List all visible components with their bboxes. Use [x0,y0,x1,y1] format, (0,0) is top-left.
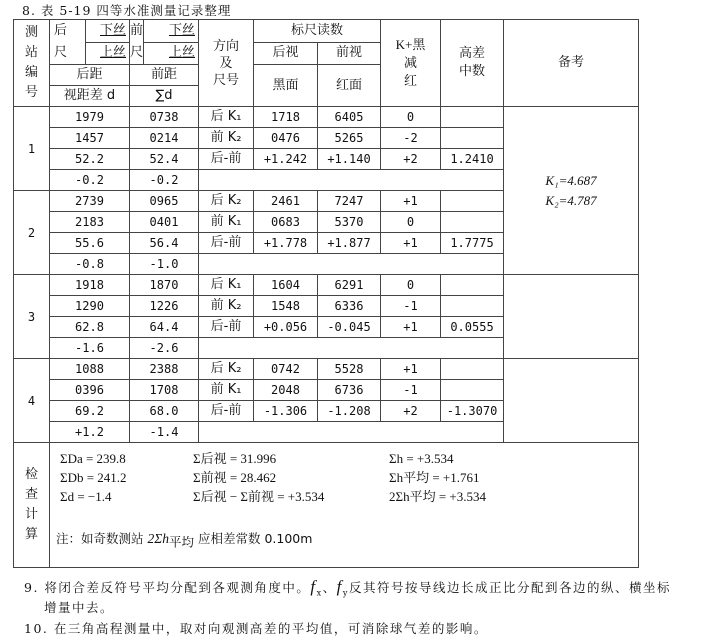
cell-black: 0476 [254,128,318,149]
station-number: 3 [14,275,50,359]
cell-back: 2183 [50,212,130,233]
cell-fore: 64.4 [130,317,199,338]
cell-black: 1548 [254,296,318,317]
cell-fore: 2388 [130,359,199,380]
cell-red: -1.208 [318,401,381,422]
cell-red: 6336 [318,296,381,317]
cell-back: 1918 [50,275,130,296]
check-note: 注：如奇数测站 $2\Sigma h_{平均}$ 应相差常数 0.100m [56,531,313,550]
cell-back: 1979 [50,107,130,128]
cell-red: 6405 [318,107,381,128]
cell-back: 52.2 [50,149,130,170]
cell-black: 1718 [254,107,318,128]
paragraph-9-line1: 9. 将闭合差反符号平均分配到各观测角度中。$f_x$、$f_y$反其符号按导线边长成正比分配到各边的纵、横坐标 [24,577,671,598]
check-computation [50,443,639,568]
dist-diff-header: 视距差 d [50,86,130,107]
cell-back: 1088 [50,359,130,380]
check-col-height-sums: Σh = +3.534 Σh平均 = +1.761 2Σh平均 = +3.534 [389,451,486,504]
cell-mean [441,380,504,401]
cell-fore: 1226 [130,296,199,317]
backsight-header: 后视 [254,42,318,65]
check-col-sight-sums: Σ后视 = 31.996 Σ前视 = 28.462 Σ后视 − Σ前视 = +3.534 [193,451,325,504]
cell-mean [441,128,504,149]
check-col-distances: ΣDa = 239.8 ΣDb = 241.2 Σd = −1.4 [60,451,127,504]
cell-mean [441,359,504,380]
cell-k: +1 [381,233,441,254]
cell-black: +1.242 [254,149,318,170]
k-black-red-header: K+黑 减 红 [381,20,441,107]
cell-k: 0 [381,212,441,233]
rod-readings-header: 标尺读数 [254,20,381,43]
k1-constant: K₁=4.687 [545,172,597,188]
cell-black: -1.306 [254,401,318,422]
cell-back: 69.2 [50,401,130,422]
cell-direction: 后-前 [199,233,254,254]
paragraph-9-line2: 增量中去。 [44,600,115,615]
cell-black: 0742 [254,359,318,380]
cell-dist-diff: -0.8 [50,254,130,275]
cell-fore: 1870 [130,275,199,296]
remarks-header: 备考 [504,20,639,107]
cell-sum-d: -1.0 [130,254,199,275]
fore-lower-wire-header: 下丝 [144,20,199,43]
cell-mean [441,296,504,317]
cell-red: 5370 [318,212,381,233]
cell-fore: 0738 [130,107,199,128]
check-label: 检 查 计 算 [14,443,50,568]
cell-sum-d: -2.6 [130,338,199,359]
fore-upper-wire-header: 上丝 [144,42,199,65]
cell-k: +2 [381,401,441,422]
cell-k: -1 [381,380,441,401]
cell-direction: 后 K₂ [199,191,254,212]
back-distance-header: 后距 [50,65,130,86]
cell-red: 6736 [318,380,381,401]
fore-rod-header: 前 尺 [130,20,144,65]
cell-mean: -1.3070 [441,401,504,422]
red-face-header: 红面 [318,65,381,107]
cell-mean [441,212,504,233]
cell-fore: 52.4 [130,149,199,170]
black-face-header: 黑面 [254,65,318,107]
station-number: 1 [14,107,50,191]
remarks-empty [504,275,639,359]
cell-k: -2 [381,128,441,149]
cell-fore: 1708 [130,380,199,401]
cell-k: 0 [381,275,441,296]
mean-diff-header: 高差 中数 [441,20,504,107]
cell-red: -0.045 [318,317,381,338]
empty-cell [199,170,504,191]
cell-sum-d: -0.2 [130,170,199,191]
cell-fore: 68.0 [130,401,199,422]
cell-direction: 后 K₂ [199,359,254,380]
cell-direction: 后-前 [199,401,254,422]
cell-mean: 1.7775 [441,233,504,254]
cell-direction: 后 K₁ [199,275,254,296]
cell-direction: 前 K₁ [199,212,254,233]
cell-back: 62.8 [50,317,130,338]
fore-distance-header: 前距 [130,65,199,86]
cell-fore: 0214 [130,128,199,149]
cell-back: 1290 [50,296,130,317]
cell-black: 2461 [254,191,318,212]
back-lower-wire-header: 下丝 [86,20,130,43]
paragraph-10: 10. 在三角高程测量中，取对向观测高差的平均值，可消除球气差的影响。 [24,621,488,636]
cell-fore: 0965 [130,191,199,212]
cell-red: 7247 [318,191,381,212]
k2-constant: K₂=4.787 [545,192,597,208]
cell-mean [441,191,504,212]
cell-k: -1 [381,296,441,317]
cell-black: 0683 [254,212,318,233]
cell-black: 2048 [254,380,318,401]
cell-k: +1 [381,191,441,212]
station-no-header: 测 站 编 号 [14,20,50,107]
cell-sum-d: -1.4 [130,422,199,443]
cell-direction: 后 K₁ [199,107,254,128]
cell-mean: 1.2410 [441,149,504,170]
empty-cell [199,254,504,275]
cell-red: 5528 [318,359,381,380]
cell-direction: 前 K₂ [199,296,254,317]
back-upper-wire-header: 上丝 [86,42,130,65]
cell-direction: 后-前 [199,317,254,338]
cell-k: +2 [381,149,441,170]
cell-black: 1604 [254,275,318,296]
remarks-empty [504,359,639,443]
direction-header: 方向 及 尺号 [199,20,254,107]
cell-black: +0.056 [254,317,318,338]
cell-k: 0 [381,107,441,128]
cell-red: 5265 [318,128,381,149]
cell-back: 0396 [50,380,130,401]
cell-red: 6291 [318,275,381,296]
cell-red: +1.877 [318,233,381,254]
empty-cell [199,422,504,443]
cell-back: 55.6 [50,233,130,254]
remarks-k-constants [504,107,639,275]
back-rod-header: 后 尺 [50,20,86,65]
cell-fore: 0401 [130,212,199,233]
cell-k: +1 [381,317,441,338]
cell-dist-diff: -1.6 [50,338,130,359]
cell-mean [441,275,504,296]
empty-cell [199,338,504,359]
cell-direction: 前 K₂ [199,128,254,149]
cell-direction: 前 K₁ [199,380,254,401]
cell-dist-diff: -0.2 [50,170,130,191]
station-number: 2 [14,191,50,275]
station-number: 4 [14,359,50,443]
cell-direction: 后-前 [199,149,254,170]
cell-back: 1457 [50,128,130,149]
cell-back: 2739 [50,191,130,212]
cell-red: +1.140 [318,149,381,170]
sum-d-header: ∑d [130,86,199,107]
foresight-header: 前视 [318,42,381,65]
leveling-record-table [13,19,639,568]
cell-dist-diff: +1.2 [50,422,130,443]
table-title: 8. 表 5-19 四等水准测量记录整理 [22,3,232,18]
cell-k: +1 [381,359,441,380]
cell-fore: 56.4 [130,233,199,254]
cell-mean [441,107,504,128]
cell-black: +1.778 [254,233,318,254]
cell-mean: 0.0555 [441,317,504,338]
